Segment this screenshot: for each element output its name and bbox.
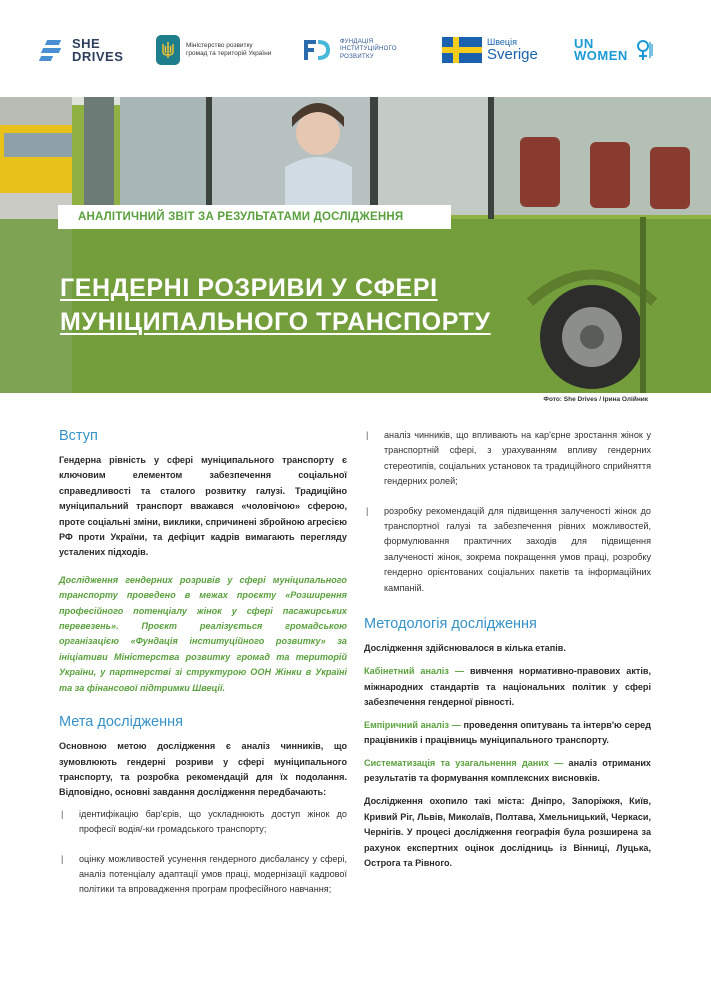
un-women-logo <box>574 30 654 70</box>
fd-mark-icon <box>300 36 334 64</box>
goal-heading: Мета дослідження <box>59 714 183 731</box>
goal-tasks-list-right <box>364 428 651 596</box>
bullet-marker: | <box>61 808 64 819</box>
goal-paragraph: Основною метою дослідження є аналіз чинників, що зумовлюють гендерні розриви у сфері муніципального транспорту, та розробка рекомендацій для їх подолання. Відповідно, основні завдання дослідження передбачають: <box>59 741 347 798</box>
method-heading: Методологія дослідження <box>364 616 537 633</box>
method-stage: Кабінетний аналіз — вивчення нормативно-правових актів, міжнародних стандартів та національних політик у сфері забезпечення гендерної рівності. <box>364 666 651 708</box>
list-item: | ідентифікацію бар'єрів, що ускладнюють доступ жінок до професії водія/-ки громадського транспорту; <box>61 808 347 835</box>
trident-icon <box>156 35 180 65</box>
list-item: | аналіз чинників, що впливають на кар'єрне зростання жінок у транспортній сфері, з урахуванням впливу гендерних стереотипів, соціальних установок та традиційного сприйняття гендерних ролей; <box>366 430 651 487</box>
intro-paragraph: Гендерна рівність у сфері муніципального транспорту є ключовим елементом забезпечення соціальної справедливості та сталого розвитку галузі. Традиційно муніципальний транспорт вважався «чоловічою» сферою, проте соціальні зміни, виклики, спричинені збройною агресією РФ проти України, та дефіцит кадрів вимагають перегляду усталених підходів. <box>59 455 347 558</box>
right-column <box>364 428 651 871</box>
report-type-text: АНАЛІТИЧНИЙ ЗВІТ ЗА РЕЗУЛЬТАТАМИ ДОСЛІДЖЕННЯ <box>78 211 404 223</box>
bullet-marker: | <box>366 505 369 516</box>
sweden-flag-icon <box>442 37 482 63</box>
hero-banner <box>0 97 711 393</box>
bullet-marker: | <box>61 853 64 864</box>
method-stage: Систематизація та узагальнення даних — аналіз отриманих результатів та формування комплексних висновків. <box>364 757 651 783</box>
stage-name: Емпіричний аналіз <box>364 719 450 730</box>
intro-heading: Вступ <box>59 428 98 444</box>
un-women-symbol-icon <box>632 38 654 62</box>
un-women-line1: UN <box>574 36 594 51</box>
stage-name: Кабінетний аналіз <box>364 666 449 677</box>
page-title <box>60 271 491 339</box>
hero-bus-photo <box>0 97 711 393</box>
bullet-marker: | <box>366 430 369 440</box>
foundation-logo <box>300 30 410 70</box>
sweden-logo <box>442 30 538 70</box>
un-women-line2: WOMEN <box>574 48 628 63</box>
method-intro: Дослідження здійснювалося в кілька етапів. <box>364 643 566 654</box>
page-title-line1: ГЕНДЕРНІ РОЗРИВИ У СФЕРІ <box>60 274 438 302</box>
cities-paragraph: Дослідження охопило такі міста: Дніпро, Запоріжжя, Київ, Кривий Ріг, Львів, Миколаїв, Полтава, Хмельницький, Черкаси, Чернігів. У процесі дослідження географія була розширена за рахунок експертних оцінок дослідниць із Вінниці, Луцька, Острога та Рівного. <box>364 796 651 868</box>
she-drives-logo <box>40 30 123 70</box>
method-stage: Емпіричний аналіз — проведення опитувань та інтерв'ю серед працівників і працівниць муніципального транспорту. <box>364 719 651 746</box>
list-item: | розробку рекомендацій для підвищення залученості жінок до транспортної галузі та забезпечення рівних можливостей, формулювання практичних заходів для підвищення залученості жінок, зокрема покращення умов праці, розробку гендерно орієнтованих соціальних пакетів та інформаційних кампаній. <box>366 505 651 593</box>
she-drives-mark-icon <box>40 38 66 62</box>
sweden-line2: Sverige <box>487 46 538 63</box>
photo-credit: Фото: She Drives / Ірина Олійник <box>543 396 648 403</box>
sweden-line1: Швеція <box>487 37 517 47</box>
stage-name: Систематизація та узагальнення даних <box>364 757 549 768</box>
list-item: | оцінку можливостей усунення гендерного дисбалансу у сфері, аналіз потенціалу адаптації умов праці, модернізації кадрової політики та впровадження програм професійного навчання; <box>61 853 347 895</box>
she-drives-line2: DRIVES <box>72 49 124 64</box>
page-title-line2: МУНІЦИПАЛЬНОГО ТРАНСПОРТУ <box>60 308 491 336</box>
left-column <box>59 428 347 898</box>
report-type-label <box>58 205 451 229</box>
she-drives-line1: SHE <box>72 36 101 51</box>
foundation-name: ФУНДАЦІЯ ІНСТИТУЦІЙНОГО РОЗВИТКУ <box>340 38 397 60</box>
ministry-name: Міністерство розвитку громад та територій України <box>186 42 272 57</box>
logo-bar <box>0 0 711 97</box>
project-paragraph: Дослідження гендерних розривів у сфері муніципального транспорту проведено в межах проєкту «Розширення професійного потенціалу жінок у сфері пасажирських перевезень». Проєкт реалізується громадською організацією «Фундація інституційного розвитку» за ініціативи Міністерства розвитку громад та територій України, у партнерстві зі структурою ООН Жінки в Україні та за фінансової підтримки Швеції. <box>59 574 347 693</box>
ministry-logo <box>156 30 274 70</box>
goal-tasks-list-left <box>59 807 347 898</box>
